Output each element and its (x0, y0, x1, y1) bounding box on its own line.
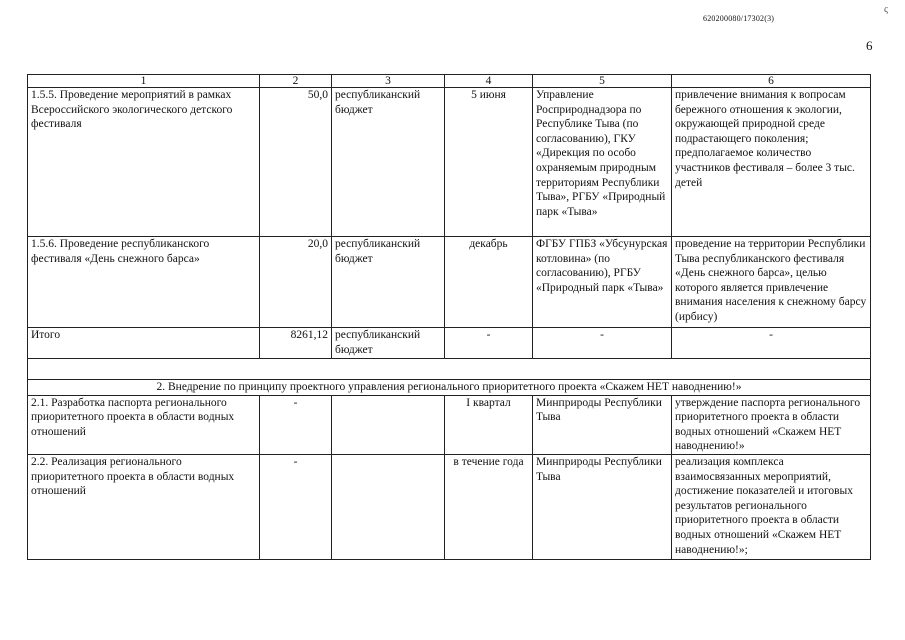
term-cell: 5 июня (445, 88, 533, 237)
table-row (28, 454, 871, 559)
term-cell: I квартал (445, 395, 533, 454)
funding-source-cell (332, 395, 445, 454)
document-registration-number: 620200080/17302(3) (703, 14, 775, 23)
table-row (28, 88, 871, 237)
funding-amount-cell: 50,0 (260, 88, 332, 237)
funding-source-cell: республиканский бюджет (332, 237, 445, 328)
section-heading-row (28, 380, 871, 396)
expected-result-cell: привлечение внимания к вопросам бережного отношения к экологии, окружающей природной среде подрастающего поколения; предполагаемое количество участников фестиваля – более 3 тыс. детей (672, 88, 871, 237)
funding-source-cell: республиканский бюджет (332, 328, 445, 359)
funding-source-cell (332, 454, 445, 559)
column-number-5: 5 (533, 75, 672, 88)
funding-amount-cell: - (260, 454, 332, 559)
table-row (28, 237, 871, 328)
total-label-cell: Итого (28, 328, 260, 359)
activity-name-cell: 1.5.5. Проведение мероприятий в рамках Всероссийского экологического детского фестиваля (28, 88, 260, 237)
corner-mark: ς (884, 4, 888, 15)
term-cell: в течение года (445, 454, 533, 559)
column-number-2: 2 (260, 75, 332, 88)
activities-table (27, 74, 871, 560)
executor-cell: Минприроды Республики Тыва (533, 395, 672, 454)
funding-amount-cell: 20,0 (260, 237, 332, 328)
column-number-row (28, 75, 871, 88)
activity-name-cell: 1.5.6. Проведение республиканского фестиваля «День снежного барса» (28, 237, 260, 328)
total-row (28, 328, 871, 359)
activity-name-cell: 2.2. Реализация регионального приоритетного проекта в области водных отношений (28, 454, 260, 559)
expected-result-cell: - (672, 328, 871, 359)
expected-result-cell: утверждение паспорта регионального приоритетного проекта в области водных отношений «Скажем НЕТ наводнению!» (672, 395, 871, 454)
expected-result-cell: реализация комплекса взаимосвязанных мероприятий, достижение показателей и итоговых результатов регионального приоритетного проекта в области водных отношений «Скажем НЕТ наводнению!»; (672, 454, 871, 559)
column-number-3: 3 (332, 75, 445, 88)
spacer-row (28, 359, 871, 380)
funding-amount-cell: - (260, 395, 332, 454)
column-number-1: 1 (28, 75, 260, 88)
funding-source-cell: республиканский бюджет (332, 88, 445, 237)
executor-cell: - (533, 328, 672, 359)
spacer-cell (28, 359, 871, 380)
total-amount-cell: 8261,12 (260, 328, 332, 359)
term-cell: декабрь (445, 237, 533, 328)
table-row (28, 395, 871, 454)
page-number: 6 (866, 38, 873, 53)
column-number-4: 4 (445, 75, 533, 88)
term-cell: - (445, 328, 533, 359)
column-number-6: 6 (672, 75, 871, 88)
executor-cell: Управление Росприроднадзора по Республике Тыва (по согласованию), ГКУ «Дирекция по особо охраняемым природным территориям Республики Тыва», РГБУ «Природный парк «Тыва» (533, 88, 672, 237)
expected-result-cell: проведение на территории Республики Тыва республиканского фестиваля «День снежного барса», целью которого является привлечение внимания населения к снежному барсу (ирбису) (672, 237, 871, 328)
section-heading: 2. Внедрение по принципу проектного управления регионального приоритетного проекта «Скажем НЕТ наводнению!» (28, 380, 871, 396)
activity-name-cell: 2.1. Разработка паспорта регионального приоритетного проекта в области водных отношений (28, 395, 260, 454)
executor-cell: Минприроды Республики Тыва (533, 454, 672, 559)
executor-cell: ФГБУ ГПБЗ «Убсунурская котловина» (по согласованию), РГБУ «Природный парк «Тыва» (533, 237, 672, 328)
